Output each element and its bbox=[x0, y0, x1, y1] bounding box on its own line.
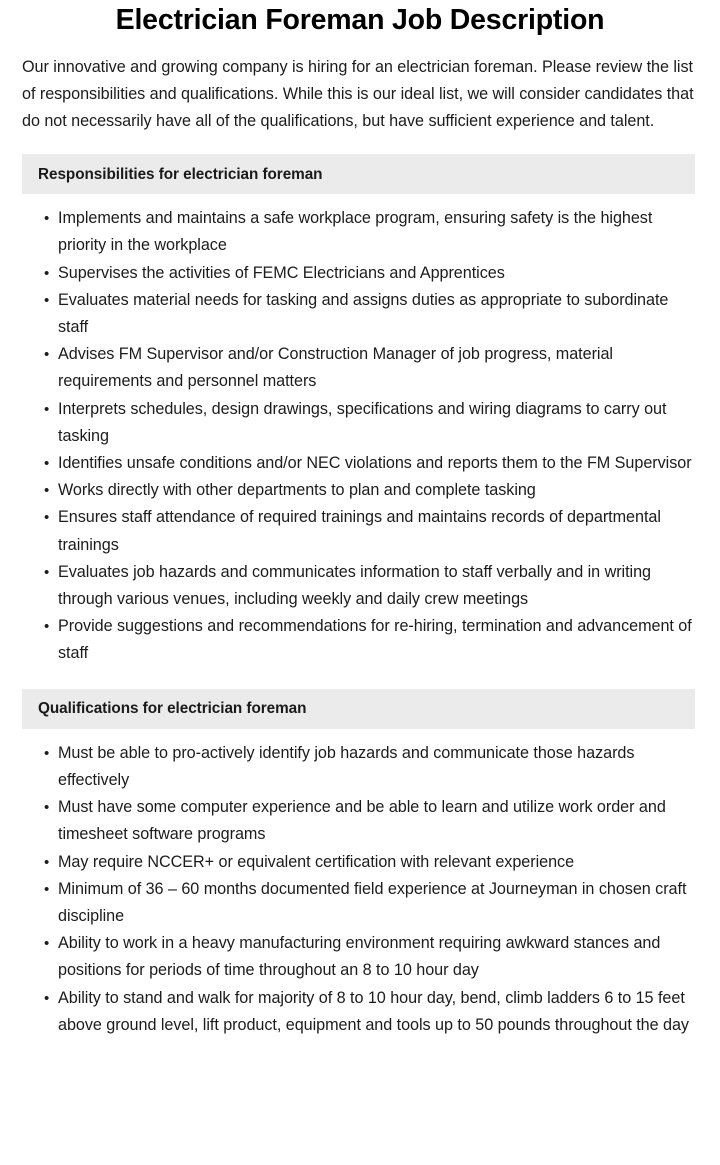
section-heading-label: Qualifications for electrician foreman bbox=[38, 700, 307, 718]
section-heading-label: Responsibilities for electrician foreman bbox=[38, 165, 323, 183]
list-item: • Evaluates material needs for tasking and assigns duties as appropriate to subordinate staff bbox=[58, 287, 695, 341]
spacer-after-responsibilities-header bbox=[0, 194, 720, 205]
list-item: • Ability to stand and walk for majority of 8 to 10 hour day, bend, climb ladders 6 to 15 feet above ground level, lift product, equipment and tools up to 50 pounds throughout the day bbox=[58, 985, 695, 1039]
qualifications-list bbox=[0, 740, 720, 1039]
list-item: • Minimum of 36 – 60 months documented field experience at Journeyman in chosen craft discipline bbox=[58, 876, 695, 930]
list-item: • Provide suggestions and recommendations for re-hiring, termination and advancement of staff bbox=[58, 613, 695, 667]
list-item: • Works directly with other departments to plan and complete tasking bbox=[58, 477, 695, 504]
list-item: • Evaluates job hazards and communicates information to staff verbally and in writing through various venues, including weekly and daily crew meetings bbox=[58, 559, 695, 613]
section-header-responsibilities bbox=[22, 154, 695, 194]
list-item: • Interprets schedules, design drawings, specifications and wiring diagrams to carry out tasking bbox=[58, 396, 695, 450]
list-item: • Must have some computer experience and be able to learn and utilize work order and timesheet software programs bbox=[58, 794, 695, 848]
spacer-before-qualifications bbox=[0, 668, 720, 689]
list-item: • Supervises the activities of FEMC Electricians and Apprentices bbox=[58, 260, 695, 287]
spacer-before-responsibilities bbox=[0, 135, 720, 154]
responsibilities-list bbox=[0, 205, 720, 667]
list-item: • Ability to work in a heavy manufacturing environment requiring awkward stances and positions for periods of time throughout an 8 to 10 hour day bbox=[58, 930, 695, 984]
list-item: • May require NCCER+ or equivalent certification with relevant experience bbox=[58, 849, 695, 876]
list-item: • Identifies unsafe conditions and/or NEC violations and reports them to the FM Supervisor bbox=[58, 450, 695, 477]
list-item: • Advises FM Supervisor and/or Construction Manager of job progress, material requirements and personnel matters bbox=[58, 341, 695, 395]
list-item: • Must be able to pro-actively identify job hazards and communicate those hazards effectively bbox=[58, 740, 695, 794]
spacer-after-qualifications-header bbox=[0, 729, 720, 740]
section-header-qualifications bbox=[22, 689, 695, 729]
intro-paragraph: Our innovative and growing company is hiring for an electrician foreman. Please review the list of responsibilities and qualifications. While this is our ideal list, we will consider candidates that do not necessarily have all of the qualifications, but have sufficient experience and talent. bbox=[22, 57, 694, 131]
list-item: • Ensures staff attendance of required trainings and maintains records of departmental trainings bbox=[58, 504, 695, 558]
page-title: Electrician Foreman Job Description bbox=[115, 4, 605, 36]
list-item: • Implements and maintains a safe workplace program, ensuring safety is the highest priority in the workplace bbox=[58, 205, 695, 259]
